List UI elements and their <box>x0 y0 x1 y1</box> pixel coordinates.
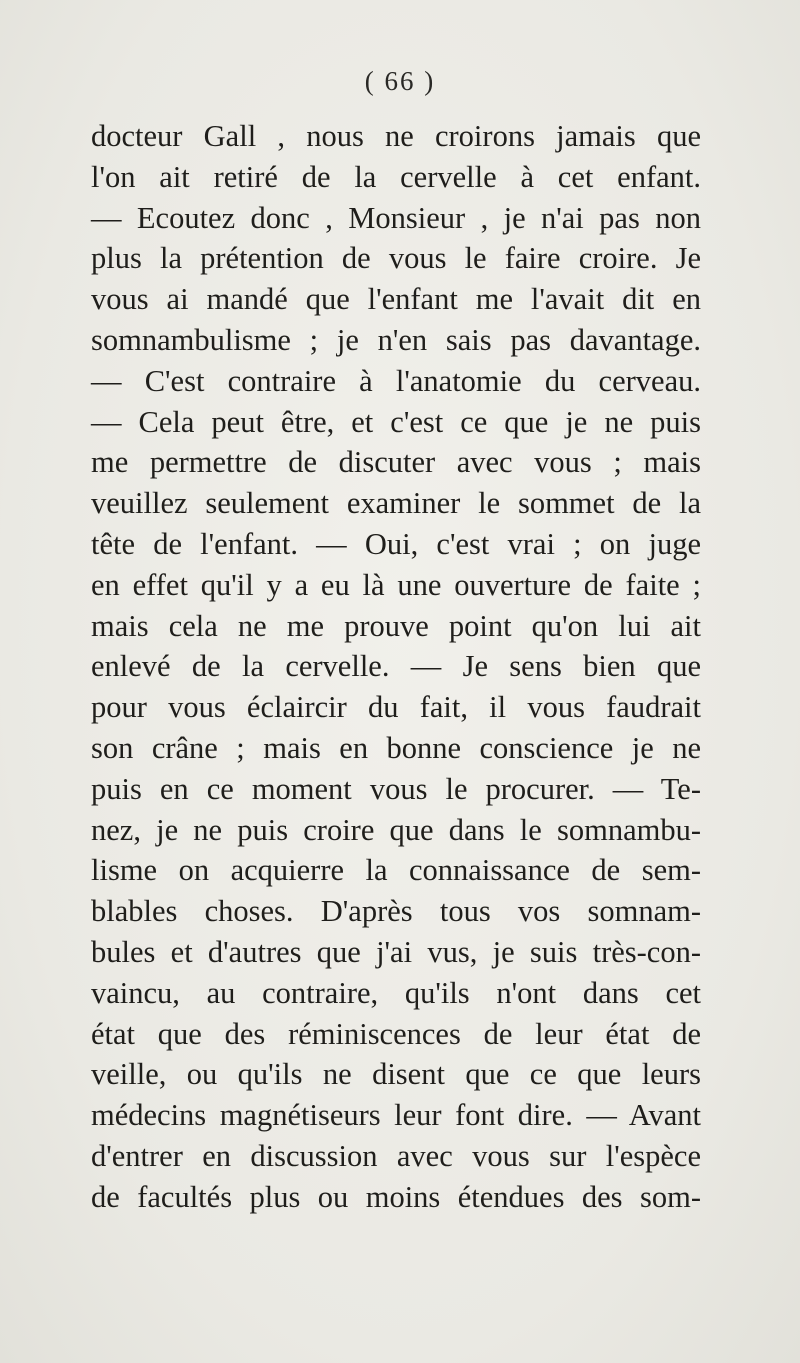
text-line: bules et d'autres que j'ai vus, je suis très-con- <box>91 934 701 969</box>
text-line: état que des réminiscences de leur état de <box>91 1016 701 1051</box>
text-line: docteur Gall , nous ne croirons jamais que <box>91 119 701 153</box>
page-body-text <box>91 116 701 1218</box>
text-line: l'on ait retiré de la cervelle à cet enfant. <box>91 159 701 194</box>
text-line: puis en ce moment vous le procurer. — Te- <box>91 771 701 806</box>
text-line: — Cela peut être, et c'est ce que je ne puis <box>91 404 701 439</box>
text-line: somnambulisme ; je n'en sais pas davantage. <box>91 322 701 357</box>
text-line: blables choses. D'après tous vos somnam- <box>91 894 701 929</box>
text-line: lisme on acquierre la connaissance de sem- <box>91 853 701 888</box>
text-line: — Ecoutez donc , Monsieur , je n'ai pas non <box>91 200 701 235</box>
text-line: tête de l'enfant. — Oui, c'est vrai ; on juge <box>91 526 701 561</box>
text-line: veuillez seulement examiner le sommet de la <box>91 486 701 521</box>
text-line: veille, ou qu'ils ne disent que ce que leurs <box>91 1057 701 1092</box>
text-line: médecins magnétiseurs leur font dire. — Avant <box>91 1098 701 1133</box>
text-line: plus la prétention de vous le faire croire. Je <box>91 241 701 276</box>
page-number: ( 66 ) <box>364 66 436 96</box>
text-line: mais cela ne me prouve point qu'on lui ait <box>91 608 701 643</box>
text-line: vaincu, au contraire, qu'ils n'ont dans cet <box>91 975 701 1010</box>
text-line: me permettre de discuter avec vous ; mais <box>91 445 701 480</box>
text-line: son crâne ; mais en bonne conscience je ne <box>91 730 701 765</box>
text-line: d'entrer en discussion avec vous sur l'espèce <box>91 1138 701 1173</box>
text-line: de facultés plus ou moins étendues des som- <box>91 1179 701 1214</box>
text-line: vous ai mandé que l'enfant me l'avait dit en <box>91 282 701 317</box>
text-line: nez, je ne puis croire que dans le somnambu- <box>91 812 701 847</box>
text-line: en effet qu'il y a eu là une ouverture de faite ; <box>91 567 701 602</box>
text-line: pour vous éclaircir du fait, il vous faudrait <box>91 690 701 725</box>
text-line: enlevé de la cervelle. — Je sens bien que <box>91 649 701 684</box>
text-line: — C'est contraire à l'anatomie du cerveau. <box>91 363 701 398</box>
